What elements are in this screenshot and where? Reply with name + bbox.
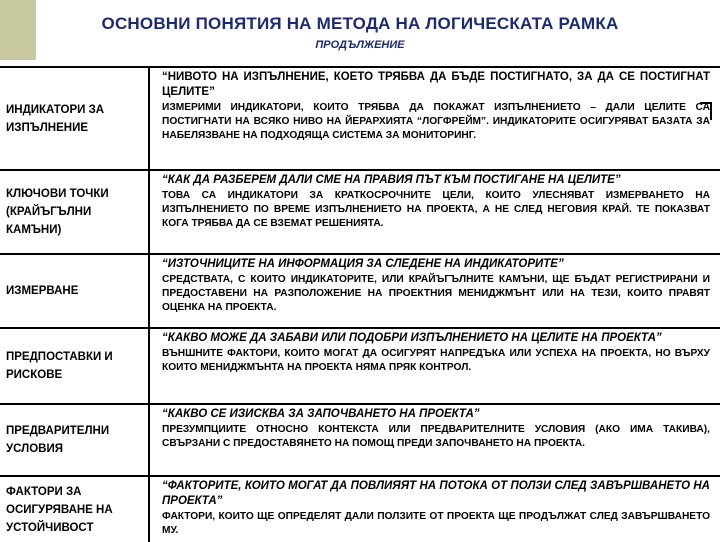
definition-text: ТОВА СА ИНДИКАТОРИ ЗА КРАТКОСРОЧНИТЕ ЦЕЛИ, КОИТО УЛЕСНЯВАТ ИЗМЕРВАНЕТО НА ИЗПЪЛНЕНИЕТО ПО ВРЕМЕ ИЗПЪЛНЕНИЕТО НА ПРОЕКТА, А НЕ СЛЕД НЕГОВИЯ КРАЙ. ТЕ ПОКАЗВАТ КОГА ТРЯБВА ДА СЕ ВЗЕМАТ РЕШЕНИЯТА. xyxy=(162,190,710,229)
page-title: ОСНОВНИ ПОНЯТИЯ НА МЕТОДА НА ЛОГИЧЕСКАТА РАМКА xyxy=(101,14,619,33)
term-text: ПРЕДПОСТАВКИ И РИСКОВЕ xyxy=(6,351,113,381)
definition-text: ПРЕЗУМПЦИИТЕ ОТНОСНО КОНТЕКСТА ИЛИ ПРЕДВАРИТЕЛНИТЕ УСЛОВИЯ (АКО ИМА ТАКИВА), СВЪРЗАНИ С ПРЕДОСТАВЯНЕТО НА ПОМОЩ ПРЕДИ ЗАПОЧВАНЕТО НА ПРОЕКТА. xyxy=(162,424,710,449)
guiding-question: “КАК ДА РАЗБЕРЕМ ДАЛИ СМЕ НА ПРАВИЯ ПЪТ КЪМ ПОСТИГАНЕ НА ЦЕЛИТЕ” xyxy=(162,174,621,186)
table-row xyxy=(0,171,720,255)
definition-cell xyxy=(150,255,720,327)
definition-text: ИЗМЕРИМИ ИНДИКАТОРИ, КОИТО ТРЯБВА ДА ПОКАЖАТ ИЗПЪЛНЕНИЕТО – ДАЛИ ЦЕЛИТЕ СА ПОСТИГНАТИ НА ВСЯКО НИВО НА ЙЕРАРХИЯТА “ЛОГФРЕЙМ”. ИНДИКАТОРИТЕ ОСИГУРЯВАТ БАЗАТА ЗА НАБЕЛЯЗВАНЕ НА ПОДХОДЯЩА СИСТЕМА ЗА МОНИТОРИНГ. xyxy=(162,102,710,141)
definition-cell xyxy=(150,68,720,169)
table-row xyxy=(0,405,720,477)
term-cell: КЛЮЧОВИ ТОЧКИ (КРАЙЪГЪЛНИ КАМЪНИ) xyxy=(0,171,150,253)
table-row xyxy=(0,68,720,171)
guiding-question: “НИВОТО НА ИЗПЪЛНЕНИЕ, КОЕТО ТРЯБВА ДА БЪДЕ ПОСТИГНАТО, ЗА ДА СЕ ПОСТИГНАТ ЦЕЛИТЕ” xyxy=(162,71,710,98)
definition-text: ФАКТОРИ, КОИТО ЩЕ ОПРЕДЕЛЯТ ДАЛИ ПОЛЗИТЕ ОТ ПРОЕКТА ЩЕ ПРОДЪЛЖАТ СЛЕД ЗАВЪРШВАНЕТО МУ. xyxy=(162,511,710,536)
term-cell: ИНДИКАТОРИ ЗА ИЗПЪЛНЕНИЕ xyxy=(0,68,150,169)
return-arrow-icon xyxy=(700,102,712,120)
table-row xyxy=(0,255,720,329)
guiding-question: “ИЗТОЧНИЦИТЕ НА ИНФОРМАЦИЯ ЗА СЛЕДЕНЕ НА ИНДИКАТОРИТЕ” xyxy=(162,258,564,270)
term-cell: ИЗМЕРВАНЕ xyxy=(0,255,150,327)
table-row xyxy=(0,477,720,542)
guiding-question: “ФАКТОРИТЕ, КОИТО МОГАТ ДА ПОВЛИЯЯТ НА ПОТОКА ОТ ПОЛЗИ СЛЕД ЗАВЪРШВАНЕТО НА ПРОЕКТА” xyxy=(162,480,710,507)
guiding-question: “КАКВО СЕ ИЗИСКВА ЗА ЗАПОЧВАНЕТО НА ПРОЕКТА” xyxy=(162,408,480,420)
definition-cell xyxy=(150,329,720,403)
term-cell: ПРЕДВАРИТЕЛНИ УСЛОВИЯ xyxy=(0,405,150,475)
definition-cell xyxy=(150,405,720,475)
page-subtitle: ПРОДЪЛЖЕНИЕ xyxy=(315,39,405,51)
definition-cell xyxy=(150,477,720,542)
guiding-question: “КАКВО МОЖЕ ДА ЗАБАВИ ИЛИ ПОДОБРИ ИЗПЪЛНЕНИЕТО НА ЦЕЛИТЕ НА ПРОЕКТА” xyxy=(162,332,662,344)
concepts-table xyxy=(0,66,720,542)
definition-cell xyxy=(150,171,720,253)
definition-text: СРЕДСТВАТА, С КОИТО ИНДИКАТОРИТЕ, ИЛИ КРАЙЪГЪЛНИТЕ КАМЪНИ, ЩЕ БЪДАТ РЕГИСТРИРАНИ И ПРЕДОСТАВЕНИ НА РАЗПОЛОЖЕНИЕ НА ПРОЕКТНИЯ МЕНИДЖМЪНТ ИЛИ НА ТЕЗИ, КОИТО ПРАВЯТ ОЦЕНКА НА ПРОЕКТА. xyxy=(162,274,710,313)
table-row xyxy=(0,329,720,405)
term-cell: ФАКТОРИ ЗА ОСИГУРЯВАНЕ НА УСТОЙЧИВОСТ xyxy=(0,477,150,542)
definition-text: ВЪНШНИТЕ ФАКТОРИ, КОИТО МОГАТ ДА ОСИГУРЯТ НАПРЕДЪКА ИЛИ УСПЕХА НА ПРОЕКТА, НО ВЪРХУ КОИТО МЕНИДЖМЪНТА НА ПРОЕКТА НЯМА ПРЯК КОНТРОЛ. xyxy=(162,348,710,373)
term-cell xyxy=(0,329,150,403)
